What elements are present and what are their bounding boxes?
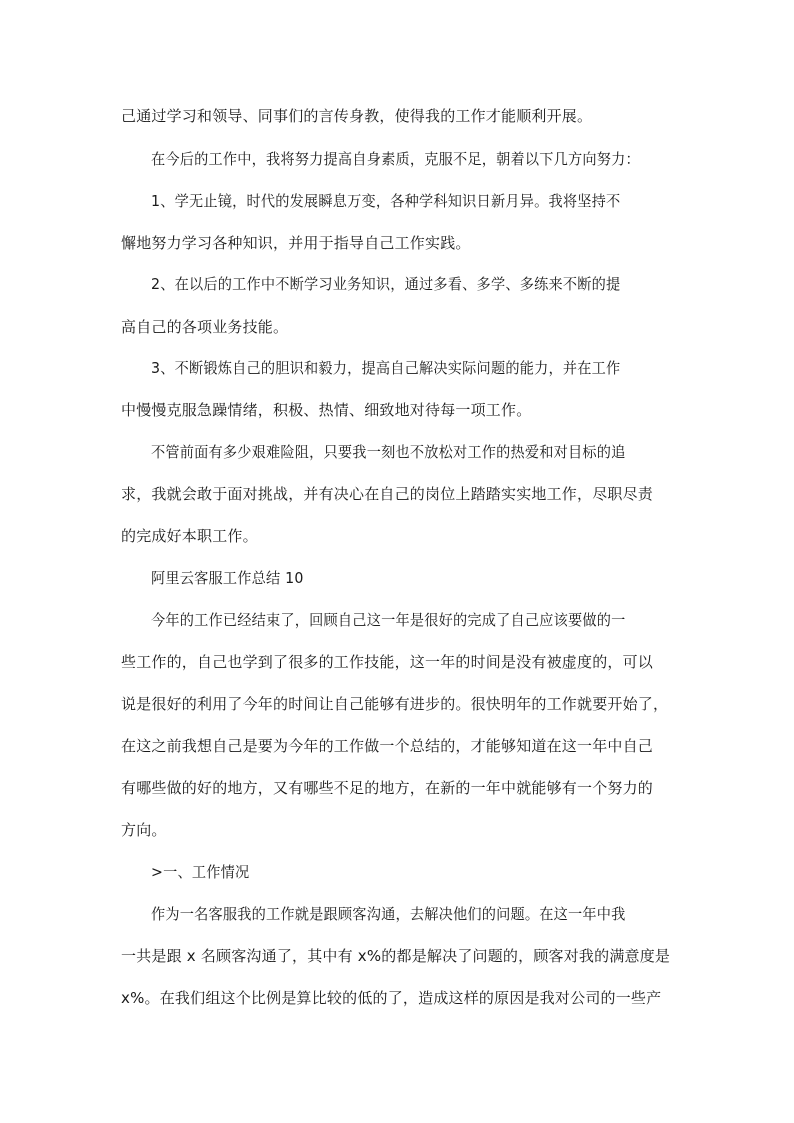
body-text-line: 方向。: [121, 821, 167, 839]
body-text-line: 己通过学习和领导、同事们的言传身教，使得我的工作才能顺利开展。: [121, 107, 593, 125]
body-text-line: 在这之前我想自己是要为今年的工作做一个总结的，才能够知道在这一年中自己: [121, 737, 654, 755]
list-item-line: 1、学无止镜，时代的发展瞬息万变，各种学科知识日新月异。我将坚持不: [151, 192, 621, 210]
subsection-heading: >一、工作情况: [151, 863, 250, 881]
body-text-line: 求，我就会敢于面对挑战，并有决心在自己的岗位上踏踏实实地工作，尽职尽责: [121, 485, 654, 503]
list-item-line: 中慢慢克服急躁情绪，积极、热情、细致地对待每一项工作。: [121, 401, 532, 419]
body-text-line: 些工作的，自己也学到了很多的工作技能，这一年的时间是没有被虚度的，可以: [121, 653, 654, 671]
body-text-line: 一共是跟 x 名顾客沟通了，其中有 x%的都是解决了问题的，顾客对我的满意度是: [121, 947, 671, 965]
body-text-line: 说是很好的利用了今年的时间让自己能够有进步的。很快明年的工作就要开始了，: [121, 695, 669, 713]
list-item-line: 3、不断锻炼自己的胆识和毅力，提高自己解决实际问题的能力，并在工作: [151, 359, 621, 377]
body-text-line: 有哪些做的好的地方，又有哪些不足的地方，在新的一年中就能够有一个努力的: [121, 779, 654, 797]
body-text-line: 作为一名客服我的工作就是跟顾客沟通，去解决他们的问题。在这一年中我: [151, 905, 626, 923]
body-text-line: 不管前面有多少艰难险阻，只要我一刻也不放松对工作的热爱和对目标的追: [151, 443, 626, 461]
list-item-line: 懈地努力学习各种知识，并用于指导自己工作实践。: [121, 234, 471, 252]
body-text-line: 今年的工作已经结束了，回顾自己这一年是很好的完成了自己应该要做的一: [151, 611, 626, 629]
body-text-line: 在今后的工作中，我将努力提高自身素质，克服不足，朝着以下几方向努力：: [151, 150, 640, 168]
list-item-line: 2、在以后的工作中不断学习业务知识，通过多看、多学、多练来不断的提: [151, 275, 621, 293]
list-item-line: 高自己的各项业务技能。: [121, 318, 289, 336]
body-text-line: x%。在我们组这个比例是算比较的低的了，造成这样的原因是我对公司的一些产: [121, 989, 662, 1007]
body-text-line: 的完成好本职工作。: [121, 527, 258, 545]
section-heading: 阿里云客服工作总结 10: [151, 569, 304, 587]
